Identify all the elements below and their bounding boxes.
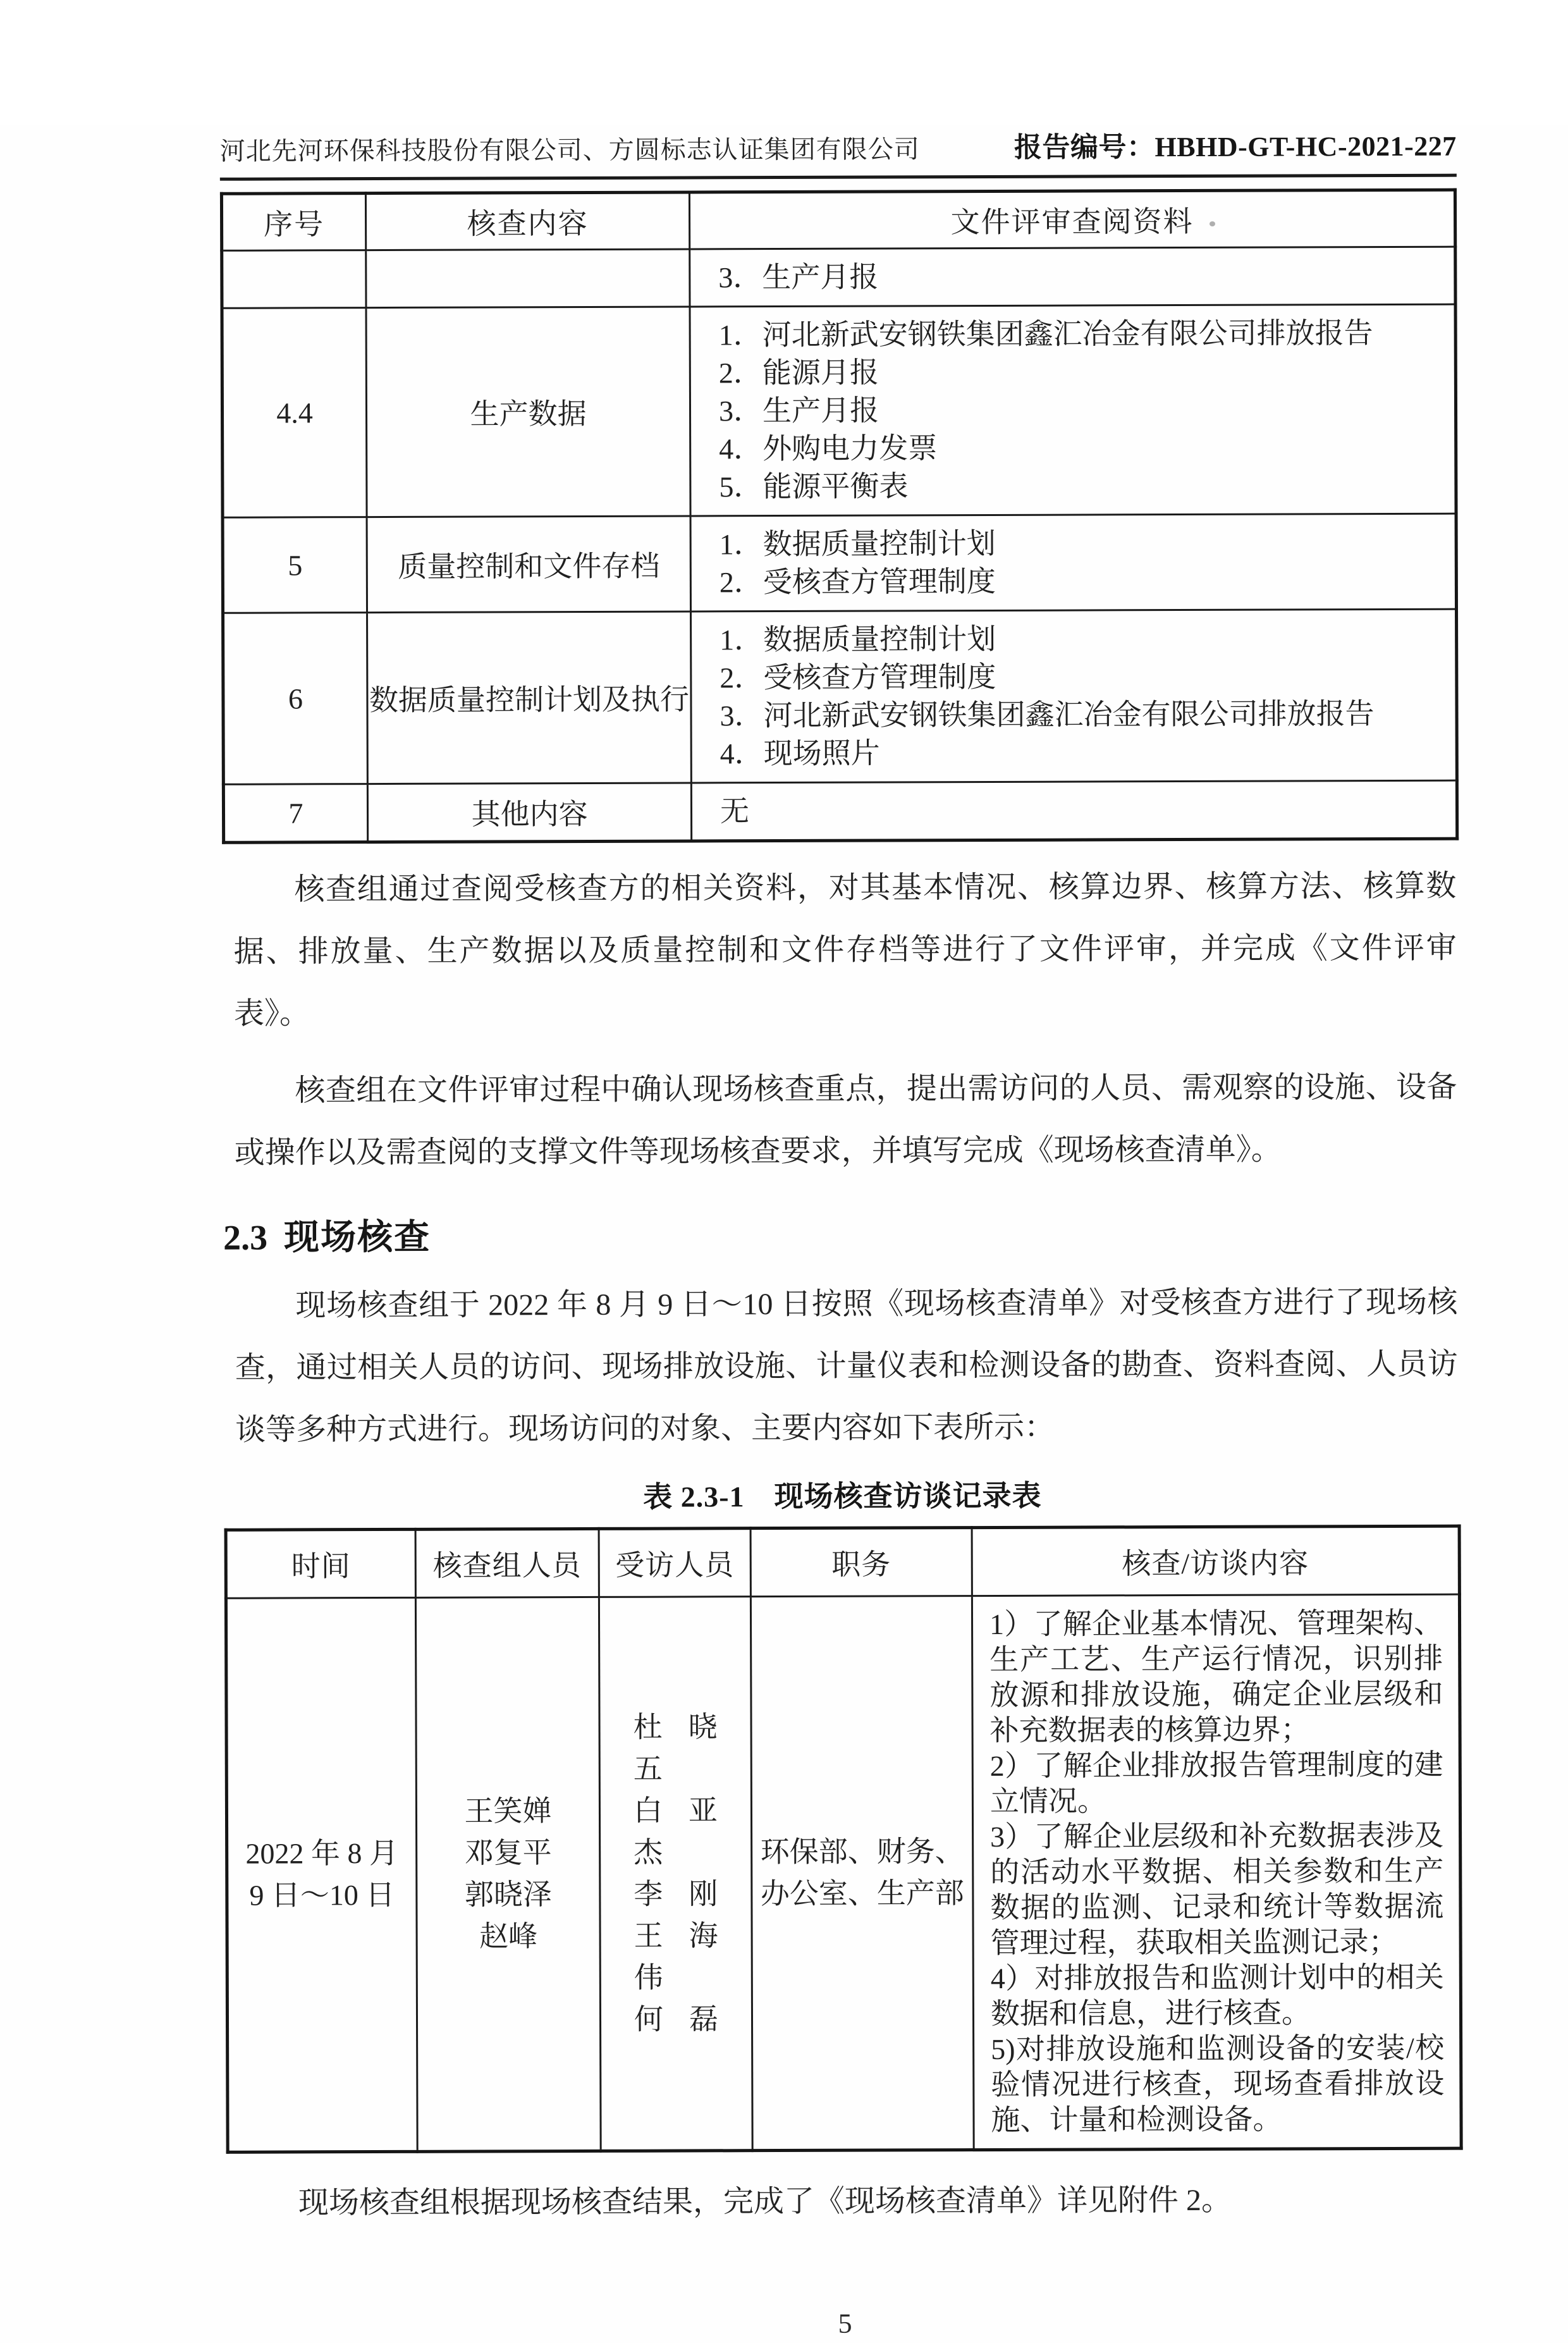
row-topic: 质量控制和文件存档 xyxy=(367,516,690,613)
review-table-header-row xyxy=(221,190,1455,250)
row-docs: 无 xyxy=(691,780,1457,841)
row-topic: 其他内容 xyxy=(367,783,691,842)
interview-table-row xyxy=(226,1594,1461,2152)
table-row xyxy=(223,609,1457,784)
cell-team-members: 王笑婵 邓复平 郭晓泽 赵峰 xyxy=(415,1597,601,2151)
row-seq: 5 xyxy=(223,517,367,613)
interview-record-table xyxy=(224,1525,1463,2154)
review-header-docs: 文件评审查阅资料 xyxy=(689,190,1455,249)
section-number: 2.3 xyxy=(223,1218,268,1258)
header-rule xyxy=(220,174,1457,181)
cell-interview-notes: 1）了解企业基本情况、管理架构、生产工艺、生产运行情况，识别排放源和排放设施，确定企业层级和补充数据表的核算边界； 2）了解企业排放报告管理制度的建立情况。 3）了解企业层级和补充数据表涉及的活动水平数据、相关参数和生产数据的监测、记录和统计等数据流管理过程，获取相关监测记录； 4）对排放报告和监测计划中的相关数据和信息，进行核查。 5)对排放设施和监测设备的安装/校验情况进行核查，现场查看排放设施、计量和检测设备。 xyxy=(972,1594,1461,2149)
row-seq: 6 xyxy=(223,613,368,785)
cell-departments: 环保部、财务、 办公室、生产部 xyxy=(750,1596,974,2151)
table-row xyxy=(223,780,1457,842)
company-names: 河北先河环保科技股份有限公司、方圆标志认证集团有限公司 xyxy=(219,135,920,166)
row-seq: 7 xyxy=(223,784,367,843)
cell-interviewees: 杜晓五 白亚杰 李刚 王海伟 何磊 xyxy=(599,1597,752,2151)
row-docs: 3．生产月报 xyxy=(690,247,1455,307)
review-header-seq: 序号 xyxy=(221,194,365,251)
row-docs: 1．河北新武安钢铁集团鑫汇冶金有限公司排放报告 2．能源月报 3．生产月报 4．外购电力发票 5．能源平衡表 xyxy=(690,304,1456,516)
paragraph-file-review: 核查组通过查阅受核查方的相关资料，对其基本情况、核算边界、核算方法、核算数据、排放量、生产数据以及质量控制和文件存档等进行了文件评审，并完成《文件评审表》。 xyxy=(233,869,1457,1031)
row-seq: 4.4 xyxy=(222,308,367,518)
closing-paragraph: 现场核查组根据现场核查结果，完成了《现场核查清单》详见附件 2。 xyxy=(298,2183,1232,2220)
interview-header-position: 职务 xyxy=(750,1528,972,1597)
row-topic: 数据质量控制计划及执行 xyxy=(367,612,692,784)
interview-header-interviewees: 受访人员 xyxy=(599,1528,750,1597)
section-title: 现场核查 xyxy=(284,1217,431,1258)
section-heading xyxy=(223,1206,1460,1260)
row-topic xyxy=(366,249,690,308)
paragraph-site-visit: 现场核查组于 2022 年 8 月 9 日～10 日按照《现场核查清单》对受核查方进行了现场核查，通过相关人员的访问、现场排放设施、计量仪表和检测设备的勘查、资料查阅、人员访谈等多种方式进行。现场访问的对象、主要内容如下表所示： xyxy=(235,1285,1458,1447)
review-header-topic: 核查内容 xyxy=(365,192,689,250)
row-docs: 1．数据质量控制计划 2．受核查方管理制度 xyxy=(690,513,1456,612)
row-docs: 1．数据质量控制计划 2．受核查方管理制度 3．河北新武安钢铁集团鑫汇冶金有限公司排放报告 4．现场照片 xyxy=(691,609,1457,783)
table-row xyxy=(222,247,1455,308)
page-number: 5 xyxy=(838,2308,852,2339)
cell-time: 2022 年 8 月 9 日～10 日 xyxy=(226,1597,417,2152)
interview-header-team: 核查组人员 xyxy=(415,1528,599,1597)
document-review-table xyxy=(220,188,1459,844)
row-seq xyxy=(222,250,366,309)
interview-table-header-row xyxy=(226,1526,1459,1598)
document-page xyxy=(0,125,1568,2343)
paragraph-site-check-prep: 核查组在文件评审过程中确认现场核查重点，提出需访问的人员、需观察的设施、设备或操作以及需查阅的支撑文件等现场核查要求，并填写完成《现场核查清单》。 xyxy=(234,1070,1457,1170)
interview-header-notes: 核查/访谈内容 xyxy=(972,1526,1459,1596)
table-row xyxy=(222,304,1456,517)
table-row xyxy=(223,513,1456,613)
table-caption: 表 2.3-1 现场核查访谈记录表 xyxy=(643,1479,1042,1513)
document-header xyxy=(220,123,1457,168)
report-number: 报告编号：HBHD-GT-HC-2021-227 xyxy=(1014,130,1457,163)
row-topic: 生产数据 xyxy=(366,307,690,517)
interview-header-time: 时间 xyxy=(226,1529,415,1598)
